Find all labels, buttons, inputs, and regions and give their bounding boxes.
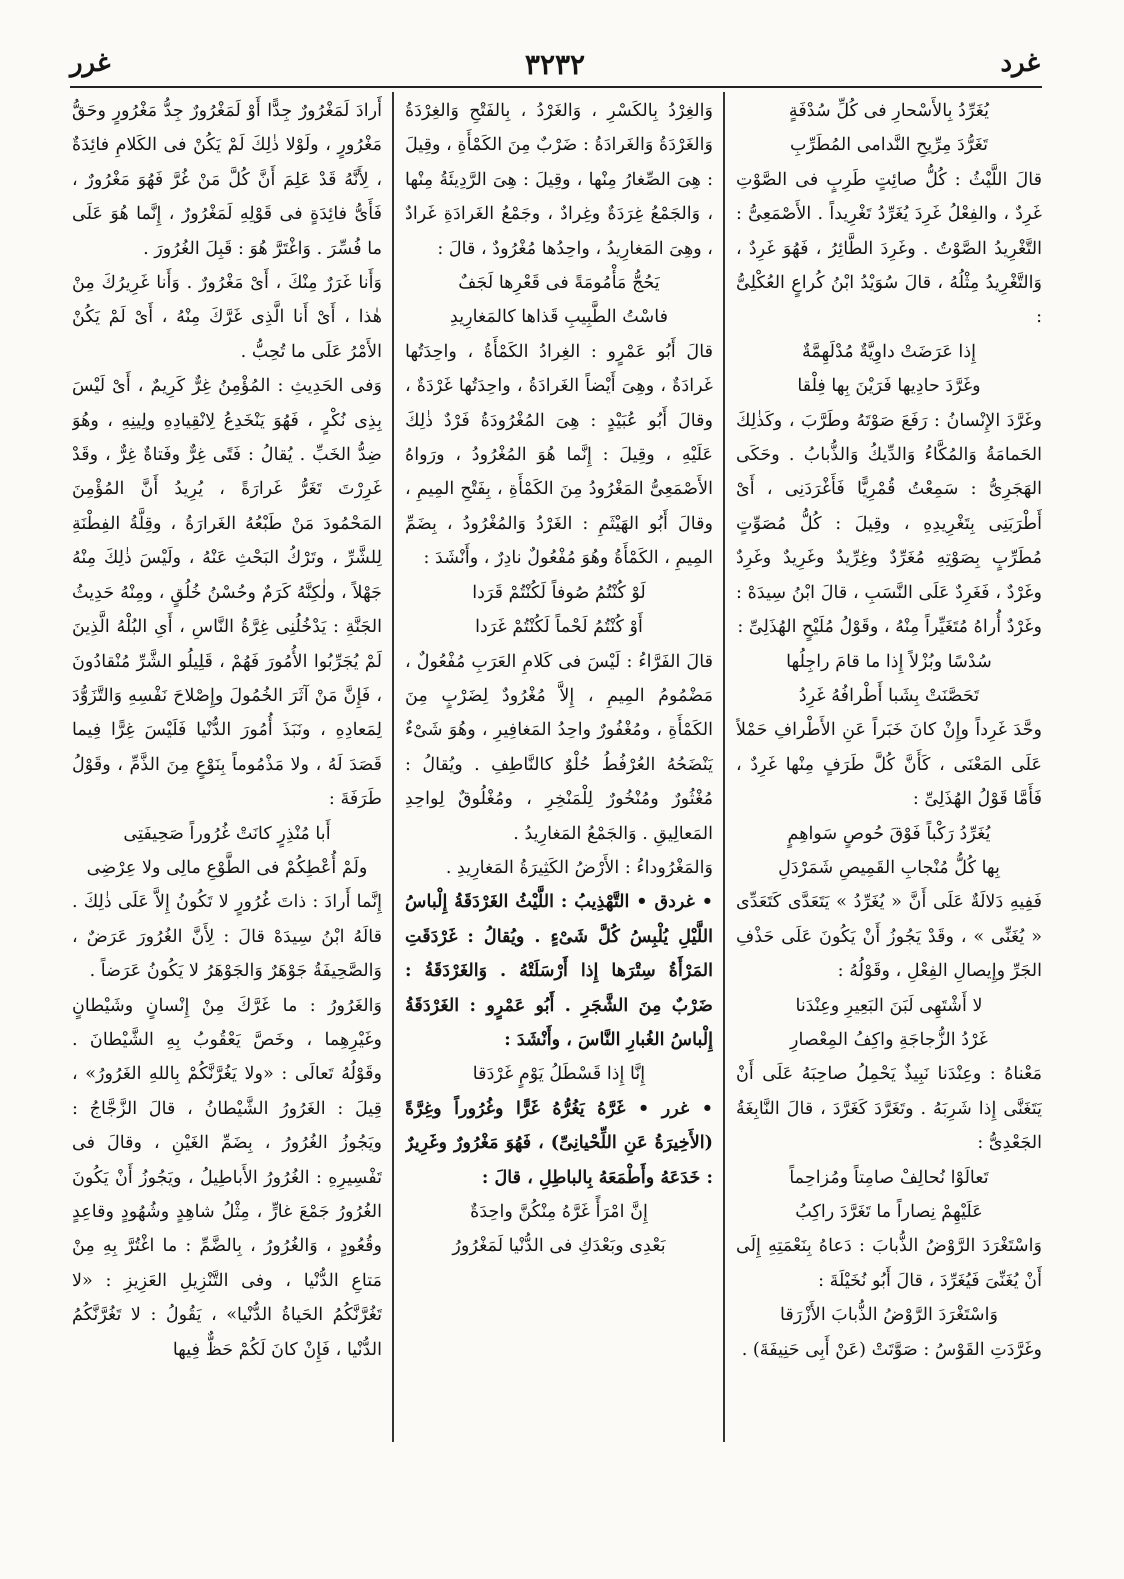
page-header	[70, 46, 1040, 86]
verse-line: تَعالَوْا نُحالِفْ صامِتاً ومُزاحِماً	[789, 1167, 989, 1188]
verse-line: يُغَرِّدُ بِالأَسْحارِ فى كُلِّ سُدْفَةٍ	[788, 101, 990, 121]
right-headword: غرد	[1000, 48, 1040, 78]
verse-line: غَرْدُ الزُّجاجَةِ واكِفُ المِعْصارِ	[789, 1029, 988, 1050]
verse-line: تَحَصَّنَتْ بِشَبا أَطْرافُهُ غَرِدُ	[798, 685, 980, 706]
paragraph: قالَ اللَّيْثُ : كُلُّ صائِتٍ طَرِبٍ فى الصَّوْتِ غَرِدٌ ، والفِعْلُ غَرِدَ يُغَرِّدُ تَغْرِيداً . الأَصْمَعِىُّ : التَّغْرِيدُ الصَّوْتُ . وغَرِدَ الطَّائِرُ ، فَهُوَ غَرِدٌ ، وَالتَّغْرِيدُ مِثْلُهُ ، قالَ سُوَيْدُ ابْنُ كُراعٍ العُكْلِىُّ :	[736, 169, 1042, 328]
verse-line: وغَرَّدَ حادِيها فَرَيْنَ بِها فِلْقا	[797, 376, 981, 397]
verse-line: لَوْ كُنْتُمُ صُوفاً لَكُنْتُمْ قَرَدا	[472, 582, 646, 603]
column-divider	[723, 92, 725, 1442]
entry-paragraph: • غرر • غَرَّهُ يَغُرُّهُ غَرًّا وغُرُوراً وغِرَّةً (الأَخِيرَةُ عَنِ اللِّحْيانِىِّ) ، فَهُوَ مَغْرُورٌ وغَرِيرٌ : خَدَعَهُ وأَطْمَعَهُ بِالباطِلِ ، قالَ :	[405, 1097, 713, 1188]
header-rule	[70, 86, 1042, 88]
verse-line: بِها كُلُّ مُنْجابِ القَمِيصِ شَمَرْدَلِ	[778, 857, 1000, 878]
verse-line: أَبا مُنْذِرٍ كانَتْ غُرُوراً صَحِيفَتِى	[123, 823, 331, 844]
verse-line: يُغَرِّدُ رَكْباً فَوْقَ حُوصٍ سَواهِمٍ	[787, 823, 991, 844]
verse-line: وَاسْتَغْرَدَ الرَّوْضُ الذُّبابَ الأَزْرَقا	[780, 1305, 998, 1326]
verse-line: إِذا عَرَضَتْ داوِيَّةٌ مُدْلَهِمَّةٌ	[801, 341, 977, 362]
verse-line: بَعْدِى وبَعْدَكِ فى الدُّنْيا لَمَغْرُورُ	[452, 1236, 666, 1257]
column-middle	[405, 94, 713, 1444]
paragraph: وَالمَغْرُوداءُ : الأَرْضُ الكَثِيرَةُ المَغارِيدِ .	[445, 857, 713, 878]
verse-line: سُدْسًا وبُزْلاً إِذا ما قامَ راجِلُها	[786, 651, 992, 672]
paragraph: فَفِيهِ دَلالَةٌ عَلَى أَنَّ « يُغَرِّدُ » يَتَعَدَّى كَتَعَدِّى « يُغَنِّى » ، وقَدْ يَجُوزُ أَنْ يَكُونَ عَلَى حَذْفِ الجَرِّ وإِيصالِ الفِعْلِ ، وقَوْلُهُ :	[736, 892, 1042, 982]
paragraph: مَعْناهُ : وعِنْدَنا نَبِيذٌ يَحْمِلُ صاحِبَهُ عَلَى أَنْ يَتَغَنَّى إِذا شَرِبَهُ . وتَغَرَّدَ كَغَرَّدَ ، قالَ النَّابِغَةُ الجَعْدِىُّ :	[736, 1064, 1042, 1154]
paragraph: وَالغِرْدُ بِالكَسْرِ ، وَالغَرْدُ ، بِالفَتْحِ وَالغِرْدَةُ وَالغَرْدَةُ وَالغَرادَةُ : ضَرْبٌ مِنَ الكَمْأَةِ ، وقِيلَ : هِىَ الصِّغارُ مِنْها ، وقِيلَ : هِىَ الرَّدِيئَةُ مِنْها ، وَالجَمْعُ غِرَدَةٌ وغِرادٌ ، وجَمْعُ الغَرادَةِ غَرادٌ ، وهِىَ المَغارِيدُ ، واحِدُها مُغْرُودٌ ، قالَ :	[405, 101, 713, 259]
page-number: ٣٢٣٢	[524, 48, 586, 81]
verse-line: تَغَرُّدَ مِرِّيحِ النَّدامى المُطَرِّبِ	[790, 135, 988, 156]
verse-line: ولَمْ أُعْطِكُمْ فى الطَّوْعِ مالِى ولا عِرْضِى	[86, 857, 368, 878]
paragraph: أَرادَ لَمَغْرُورٌ جِدًّا أَوْ لَمَغْرُورٌ جِدُّ مَغْرُورٍ وحَقُّ مَغْرُورٍ ، ولَوْلا ذٰلِكَ لَمْ يَكُنْ فى الكَلامِ فائِدَةٌ ، لِأَنَّهُ قَدْ عَلِمَ أَنَّ كُلَّ مَنْ غُرَّ فَهُوَ مَغْرُورٌ ، فَأَىُّ فائِدَةٍ فى قَوْلِهِ لَمَغْرُورٌ ، إِنَّما هُوَ عَلَى ما فُسِّرَ . وَاغْتَرَّ هُوَ : قَبِلَ الغُرُورَ .	[72, 101, 382, 259]
verse-line: يَحُجُّ مَأْمُومَةً فى قَعْرِها لَجَفٌ	[458, 273, 660, 294]
entry-paragraph: • غردق • التَّهْذِيبُ : اللَّيْثُ الغَرْدَقَةُ إِلْباسُ اللَّيْلِ يُلْبِسُ كُلَّ شَىْءٍ . ويُقالُ : غَرْدَقَتِ المَرْأَةُ سِتْرَها إِذا أَرْسَلَتْهُ . وَالغَرْدَقَةُ : ضَرْبٌ مِنَ الشَّجَرِ . أَبُو عَمْرٍو : الغَرْدَقَةُ إِلْباسُ الغُبارِ النَّاسَ ، وأَنْشَدَ :	[405, 891, 713, 1050]
left-headword: غرر	[70, 48, 111, 78]
verse-line: إِنَّا إِذا قَسْطَلُ يَوْمٍ غَرْدَقا	[472, 1064, 646, 1085]
paragraph: وَفى الحَدِيثِ : المُؤْمِنُ غِرٌّ كَرِيمٌ ، أَىْ لَيْسَ بِذِى نُكْرٍ ، فَهُوَ يَنْخَدِعُ لِانْقِيادِهِ ولِينِهِ ، وهُوَ ضِدُّ الخَبِّ . يُقالُ : فَتًى غِرٌّ وفَتاةٌ غِرٌّ ، وقَدْ غَرِرْتَ تَغَرُّ غَرارَةً ، يُرِيدُ أَنَّ المُؤْمِنَ المَحْمُودَ مَنْ طَبْعُهُ الغَرارَةُ ، وقِلَّةُ الفِطْنَةِ لِلشَّرِّ ، وتَرْكُ البَحْثِ عَنْهُ ، ولَيْسَ ذٰلِكَ مِنْهُ جَهْلاً ، ولٰكِنَّهُ كَرَمٌ وحُسْنُ خُلُقٍ ، ومِنْهُ حَدِيثُ الجَنَّةِ : يَدْخُلُنِى غِرَّةُ النَّاسِ ، أَىِ البُلْهُ الَّذِينَ لَمْ يُجَرِّبُوا الأُمُورَ فَهُمْ ، قَلِيلُو الشَّرِّ مُنْقادُونَ ، فَإِنَّ مَنْ آثَرَ الخُمُولَ وإِصْلاحَ نَفْسِهِ وَالتَّزَوُّدَ لِمَعادِهِ ، ونَبَذَ أُمُورَ الدُّنْيا فَلَيْسَ غِرًّا فِيما قَصَدَ لَهُ ، ولا مَذْمُوماً بِنَوْعٍ مِنَ الذَّمِّ ، وقَوْلُ طَرَفَةَ :	[72, 376, 382, 810]
paragraph: قالَ الفَرَّاءُ : لَيْسَ فى كَلامِ العَرَبِ مُفْعُولٌ ، مَضْمُومُ المِيمِ ، إِلاَّ مُغْرُودٌ لِضَرْبٍ مِنَ الكَمْأَةِ ، ومُغْفُورٌ واحِدُ المَغافِيرِ ، وهُوَ شَىْءٌ يَنْضَحُهُ العُرْفُطُ حُلْوٌ كالنَّاطِفِ . ويُقالُ : مُغْثُورٌ ومُنْخُورٌ لِلْمَنْخِرِ ، ومُغْلُوقٌ لِواحِدِ المَعالِيقِ . وَالجَمْعُ المَغارِيدُ .	[405, 651, 713, 844]
paragraph: وَالغَرُورُ : ما غَرَّكَ مِنْ إِنْسانٍ وشَيْطانٍ وغَيْرِهِما ، وخَصَّ يَعْقُوبُ بِهِ الشَّيْطانَ . وقَوْلُهُ تَعالَى : «ولا يَغُرَّنَّكُمْ بِاللهِ الغَرُورُ» ، قِيلَ : الغَرُورُ الشَّيْطانُ ، قالَ الزَّجَّاجُ : ويَجُوزُ الغُرُورُ ، بِضَمِّ الغَيْنِ ، وقالَ فى تَفْسِيرِهِ : الغُرُورُ الأَباطِيلُ ، ويَجُوزُ أَنْ يَكُونَ الغُرُورُ جَمْعَ غارٍّ ، مِثْلُ شاهِدٍ وشُهُودٍ وقاعِدٍ وقُعُودٍ ، وَالغُرُورُ ، بِالضَّمِّ : ما اغْتُرَّ بِهِ مِنْ مَتاعِ الدُّنْيا ، وفى التَّنْزِيلِ العَزِيزِ : «لا تَغُرَّنَّكُمُ الحَياةُ الدُّنْيا» ، يَقُولُ : لا تَغُرَّنَّكُمُ الدُّنْيا ، فَإِنْ كانَ لَكُمْ حَظٌّ فِيها	[72, 995, 382, 1360]
paragraph: وَاسْتَغْرَدَ الرَّوْضُ الذُّبابَ : دَعاهُ بِنَعْمَتِهِ إِلَى أَنْ يُغَنِّىَ فَيُغَرِّدَ ، قالَ أَبُو نُخَيْلَةَ :	[736, 1236, 1042, 1291]
verse-line: عَلَيْهِمْ نِصاراً ما تَغَرَّدَ راكِبُ	[795, 1202, 983, 1222]
paragraph: إِنَّما أَرادَ : ذاتَ غُرُورٍ لا تَكُونُ إِلاَّ عَلَى ذٰلِكَ . قالَهُ ابْنُ سِيدَهْ قالَ : لِأَنَّ الغُرُورَ عَرَضٌ ، وَالصَّحِيفَةُ جَوْهَرٌ وَالجَوْهَرُ لا يَكُونُ عَرَضاً .	[72, 892, 382, 982]
paragraph: وَأَنا غَرَرٌ مِنْكَ ، أَىْ مَغْرُورٌ . وَأَنا غَرِيرُكَ مِنْ هٰذا ، أَىْ أَنا الَّذِى غَرَّكَ مِنْهُ ، أَىْ لَمْ يَكُنْ الأَمْرُ عَلَى ما تُحِبُّ .	[72, 273, 382, 362]
paragraph: وغَرَّدَ الإِنْسانُ : رَفَعَ صَوْتَهُ وطَرَّبَ ، وكَذٰلِكَ الحَمامَةُ وَالمُكَّاءُ وَالدِّيكُ وَالذُّبابُ . وحَكَى الهَجَرِىُّ : سَمِعْتُ قُمْرِيًّا فَأَغْرَدَنِى ، أَىْ أَطْرَبَنِى بِتَغْرِيدِهِ ، وقِيلَ : كُلُّ مُصَوِّتٍ مُطَرِّبٍ بِصَوْتِهِ مُغَرِّدٌ وغِرِّيدٌ وغَرِيدٌ وغَرِدٌ وغَرْدٌ ، فَغَرِدٌ عَلَى النَّسَبِ ، قالَ ابْنُ سِيدَهْ : وغَرْدٌ أُراهُ مُتَغَيِّراً مِنْهُ ، وقَوْلُ مُلَيْحٍ الهُذَلِىِّ :	[736, 410, 1042, 638]
verse-line: فاسْتُ الطَّبِيبِ قَذاها كالمَغارِيدِ	[449, 307, 669, 328]
column-divider	[392, 92, 394, 1442]
verse-line: لا أَشْتَهِى لَبَنَ البَعِيرِ وعِنْدَنا	[795, 995, 983, 1016]
paragraph: قالَ أَبُو عَمْرٍو : الغِرادُ الكَمْأَةُ ، واحِدَتُها غَرادَةٌ ، وهِىَ أَيْضاً الغَرادَةُ ، واحِدَتُها غَرْدَةٌ ، وقالَ أَبُو عُبَيْدٍ : هِىَ المُغْرُودَةُ فَرْدٌ ذٰلِكَ عَلَيْهِ ، وقِيلَ : إِنَّما هُوَ المُغْرُودُ ، ورَواهُ الأَصْمَعِىُّ المَغْرُودُ مِنَ الكَمْأَةِ ، بِفَتْحِ المِيمِ ، وقالَ أَبُو الهَيْثَمِ : الغَرْدُ وَالمُغْرُودُ ، بِضَمِّ المِيمِ ، الكَمْأَةُ وهُوَ مُفْعُولٌ نادِرٌ ، وأَنْشَدَ :	[405, 341, 713, 569]
verse-line: أَوْ كُنْتُمُ لَحْماً لَكُنْتُمْ غَرَدا	[475, 617, 643, 638]
paragraph: وغَرَّدَتِ القَوْسُ : صَوَّتَتْ (عَنْ أَبِى حَنِيفَةَ) .	[741, 1339, 1042, 1360]
column-right	[736, 94, 1042, 1444]
paragraph: وحَّدَ غَرِداً وإِنْ كانَ خَبَراً عَنِ الأَطْرافِ حَمْلاً عَلَى المَعْنَى ، كَأَنَّ كُلَّ طَرَفٍ مِنْها غَرِدٌ ، فَأَمَّا قَوْلُ الهُذَلِىِّ :	[736, 720, 1042, 810]
verse-line: إِنَّ امْرَأً غَرَّهُ مِنْكُنَّ واحِدَةٌ	[470, 1202, 648, 1222]
column-left	[72, 94, 382, 1444]
